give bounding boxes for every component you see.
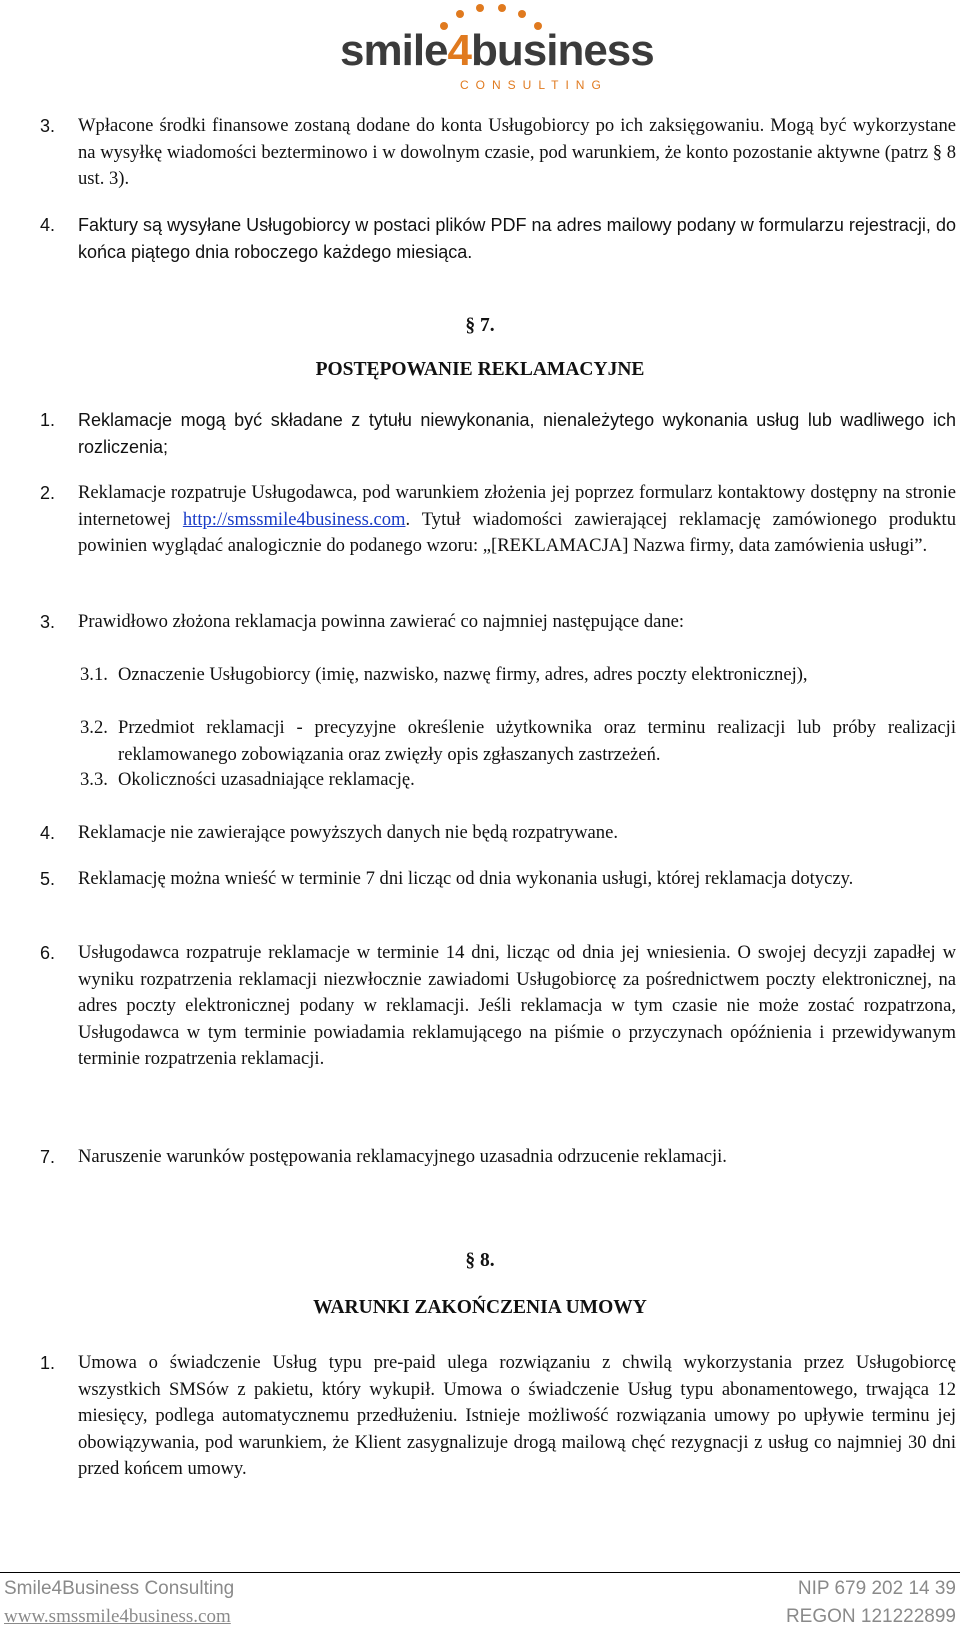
list-item	[40, 820, 956, 847]
section-number: § 8.	[465, 1250, 495, 1271]
list-item	[40, 1350, 956, 1483]
footer-left	[4, 1575, 234, 1631]
sub-list-item	[80, 662, 956, 689]
logo-subtitle: CONSULTING	[460, 78, 608, 92]
sub-list-item	[80, 715, 956, 768]
footer-right	[786, 1575, 956, 1631]
footer-nip: NIP 679 202 14 39	[797, 1578, 956, 1599]
item-text: Prawidłowo złożona reklamacja powinna zawierać co najmniej następujące dane:	[78, 611, 685, 632]
sub-item-number: 3.3.	[80, 769, 108, 790]
item-number: 4.	[40, 215, 56, 235]
item-number: 1.	[40, 410, 56, 430]
list-item	[40, 1144, 956, 1171]
item-number: 6.	[40, 943, 56, 963]
sub-item-number: 3.1.	[80, 664, 108, 685]
sub-item-text: Okoliczności uzasadniające reklamację.	[118, 769, 415, 790]
item-text: Umowa o świadczenie Usług typu pre-paid ulega rozwiązaniu z chwilą wykorzystania przez Usługobiorcę wszystkich SMSów z pakietu, który wykupił. Umowa o świadczenie Usług typu abonamentowego, trwająca 12 miesięcy, podlega automatycznemu przedłużeniu. Istnieje możliwość rozwiązania umowy po upływie terminu jej obowiązywania, pod warunkiem, że Klient zasygnalizuje drogą mailową chęć rezygnacji z usług co najmniej 30 dni przed końcem umowy.	[78, 1352, 956, 1479]
item-text: Reklamację można wnieść w terminie 7 dni licząc od dnia wykonania usługi, której reklamacja dotyczy.	[78, 868, 854, 889]
company-logo	[340, 0, 654, 100]
item-text: Wpłacone środki finansowe zostaną dodane do konta Usługobiorcy po ich zaksięgowaniu. Mogą być wykorzystane na wysyłkę wiadomości bezterminowo i w dowolnym czasie, pod warunkiem, że konto pozostanie aktywne (patrz § 8 ust. 3).	[78, 115, 956, 189]
item-text: Faktury są wysyłane Usługobiorcy w postaci plików PDF na adres mailowy podany w formularzu rejestracji, do końca piątego dnia roboczego każdego miesiąca.	[78, 215, 956, 262]
sub-item-text: Oznaczenie Usługobiorcy (imię, nazwisko, nazwę firmy, adres, adres poczty elektronicznej),	[118, 664, 808, 685]
item-number: 3.	[40, 612, 56, 632]
section-title: POSTĘPOWANIE REKLAMACYJNE	[315, 359, 645, 380]
list-item	[40, 480, 956, 560]
list-item	[40, 113, 956, 193]
footer-company: Smile4Business Consulting	[4, 1578, 235, 1599]
item-text: Reklamacje rozpatruje Usługodawca, pod warunkiem złożenia jej poprzez formularz kontaktowy dostępny na stronie internetowej http://smssmile4business.com. Tytuł wiadomości zawierającej reklamację zamówionego produktu powinien wyglądać analogicznie do podanego wzoru: „[REKLAMACJA] Nazwa firmy, data zamówienia usługi”.	[78, 482, 956, 556]
list-item	[40, 866, 956, 893]
sub-item-number: 3.2.	[80, 717, 108, 738]
list-item	[40, 609, 956, 636]
item-text: Reklamacje nie zawierające powyższych danych nie będą rozpatrywane.	[78, 822, 618, 843]
logo-wordmark: smile4business	[340, 26, 654, 75]
list-item	[40, 940, 956, 1073]
item-number: 4.	[40, 823, 56, 843]
list-item	[40, 212, 956, 265]
item-number: 2.	[40, 483, 56, 503]
footer-regon: REGON 121222899	[785, 1606, 956, 1627]
item-number: 1.	[40, 1353, 56, 1373]
item-text: Naruszenie warunków postępowania reklamacyjnego uzasadnia odrzucenie reklamacji.	[78, 1146, 727, 1167]
sub-list-item	[80, 767, 956, 794]
section-number: § 7.	[465, 315, 495, 336]
item-text: Reklamacje mogą być składane z tytułu niewykonania, nienależytego wykonania usług lub wadliwego ich rozliczenia;	[78, 410, 956, 457]
website-link[interactable]: http://smssmile4business.com	[182, 508, 406, 530]
item-number: 5.	[40, 869, 56, 889]
item-number: 3.	[40, 116, 56, 136]
sub-item-text: Przedmiot reklamacji - precyzyjne określenie użytkownika oraz terminu realizacji lub próby realizacji reklamowanego zobowiązania oraz zwięzły opis zgłaszanych zastrzeżeń.	[118, 717, 956, 765]
footer-divider	[0, 1572, 960, 1573]
list-item	[40, 407, 956, 460]
section-title: WARUNKI ZAKOŃCZENIA UMOWY	[313, 1297, 647, 1318]
item-text: Usługodawca rozpatruje reklamacje w terminie 14 dni, licząc od dnia jej wniesienia. O swojej decyzji zapadłej w wyniku rozpatrzenia reklamacji niezwłocznie zawiadomi Usługobiorcę za pośrednictwem poczty elektronicznej, na adres poczty elektronicznej podany w reklamacji. Jeśli reklamacja w tym czasie nie może zostać rozpatrzona, Usługodawca w tym terminie powiadamia reklamującego na piśmie o przyczynach opóźnienia i przewidywanym terminie rozpatrzenia reklamacji.	[78, 942, 956, 1069]
item-number: 7.	[40, 1147, 56, 1167]
footer-website-link[interactable]: www.smssmile4business.com	[4, 1606, 231, 1627]
